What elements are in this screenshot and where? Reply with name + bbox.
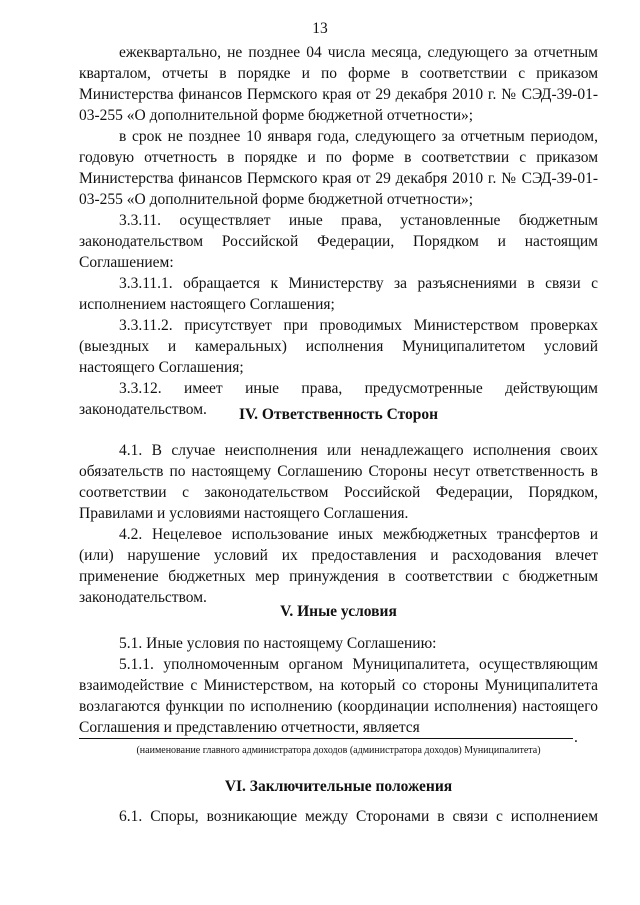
paragraph-annual-reports: в срок не позднее 10 января года, следующего за отчетным периодом, годовую отчетность в порядке и по форме в соответствии с приказом Министерства финансов Пермского края от 29 декабря 2010 г. № СЭД-39-01-03-255 «О дополнительной форме бюджетной отчетности»;: [79, 128, 598, 208]
section-4-body: [79, 440, 598, 608]
page-number: 13: [312, 20, 328, 37]
obligations-block: [79, 42, 598, 420]
authority-name-line: [79, 738, 573, 739]
paragraph-4-1: 4.1. В случае неисполнения или ненадлежащего исполнения своих обязательств по настоящему Соглашению Стороны несут ответственность в соответствии с законодательством Российской Федерации, Порядком, Правилами и условиями настоящего Соглашения.: [79, 442, 598, 522]
authority-name-caption: (наименование главного администратора доходов (администратора доходов) Муниципалитета): [136, 745, 541, 756]
paragraph-5-1-1: 5.1.1. уполномоченным органом Муниципалитета, осуществляющим взаимодействие с Министерством, на который со стороны Муниципалитета возлагаются функции по исполнению (координации исполнения) настоящего Соглашения и представлению отчетности, является: [79, 656, 598, 736]
paragraph-3-3-12: 3.3.12. имеет иные права, предусмотренные действующим законодательством.: [79, 380, 598, 418]
paragraph-3-3-11-2: 3.3.11.2. присутствует при проводимых Министерством проверках (выездных и камеральных) исполнения Муниципалитетом условий настоящего Соглашения;: [79, 317, 598, 376]
paragraph-3-3-11: 3.3.11. осуществляет иные права, установленные бюджетным законодательством Российской Федерации, Порядком и настоящим Соглашением:: [79, 212, 598, 271]
section-6: [79, 776, 598, 797]
section-5-body: [79, 633, 598, 738]
paragraph-5-1: 5.1. Иные условия по настоящему Соглашению:: [119, 635, 437, 652]
section-6-heading: VI. Заключительные положения: [224, 778, 453, 795]
paragraph-4-2: 4.2. Нецелевое использование иных межбюджетных трансфертов и (или) нарушение условий их предоставления и расходования влечет применение бюджетных мер принуждения в соответствии с бюджетным законодательством.: [79, 526, 598, 606]
paragraph-6-1: 6.1. Споры, возникающие между Сторонами в связи с исполнением: [119, 808, 598, 825]
section-4-heading: IV. Ответственность Сторон: [238, 406, 439, 423]
authority-line-end: .: [574, 729, 578, 746]
section-5-heading: V. Иные условия: [280, 603, 397, 620]
paragraph-quarterly-reports: ежеквартально, не позднее 04 числа месяца, следующего за отчетным кварталом, отчеты в порядке и по форме в соответствии с приказом Министерства финансов Пермского края от 29 декабря 2010 г. № СЭД-39-01-03-255 «О дополнительной форме бюджетной отчетности»;: [79, 44, 598, 124]
section-4: [79, 404, 598, 425]
paragraph-3-3-11-1: 3.3.11.1. обращается к Министерству за разъяснениями в связи с исполнением настоящего Соглашения;: [79, 275, 598, 313]
section-6-body: [79, 806, 598, 827]
section-5: [79, 601, 598, 622]
